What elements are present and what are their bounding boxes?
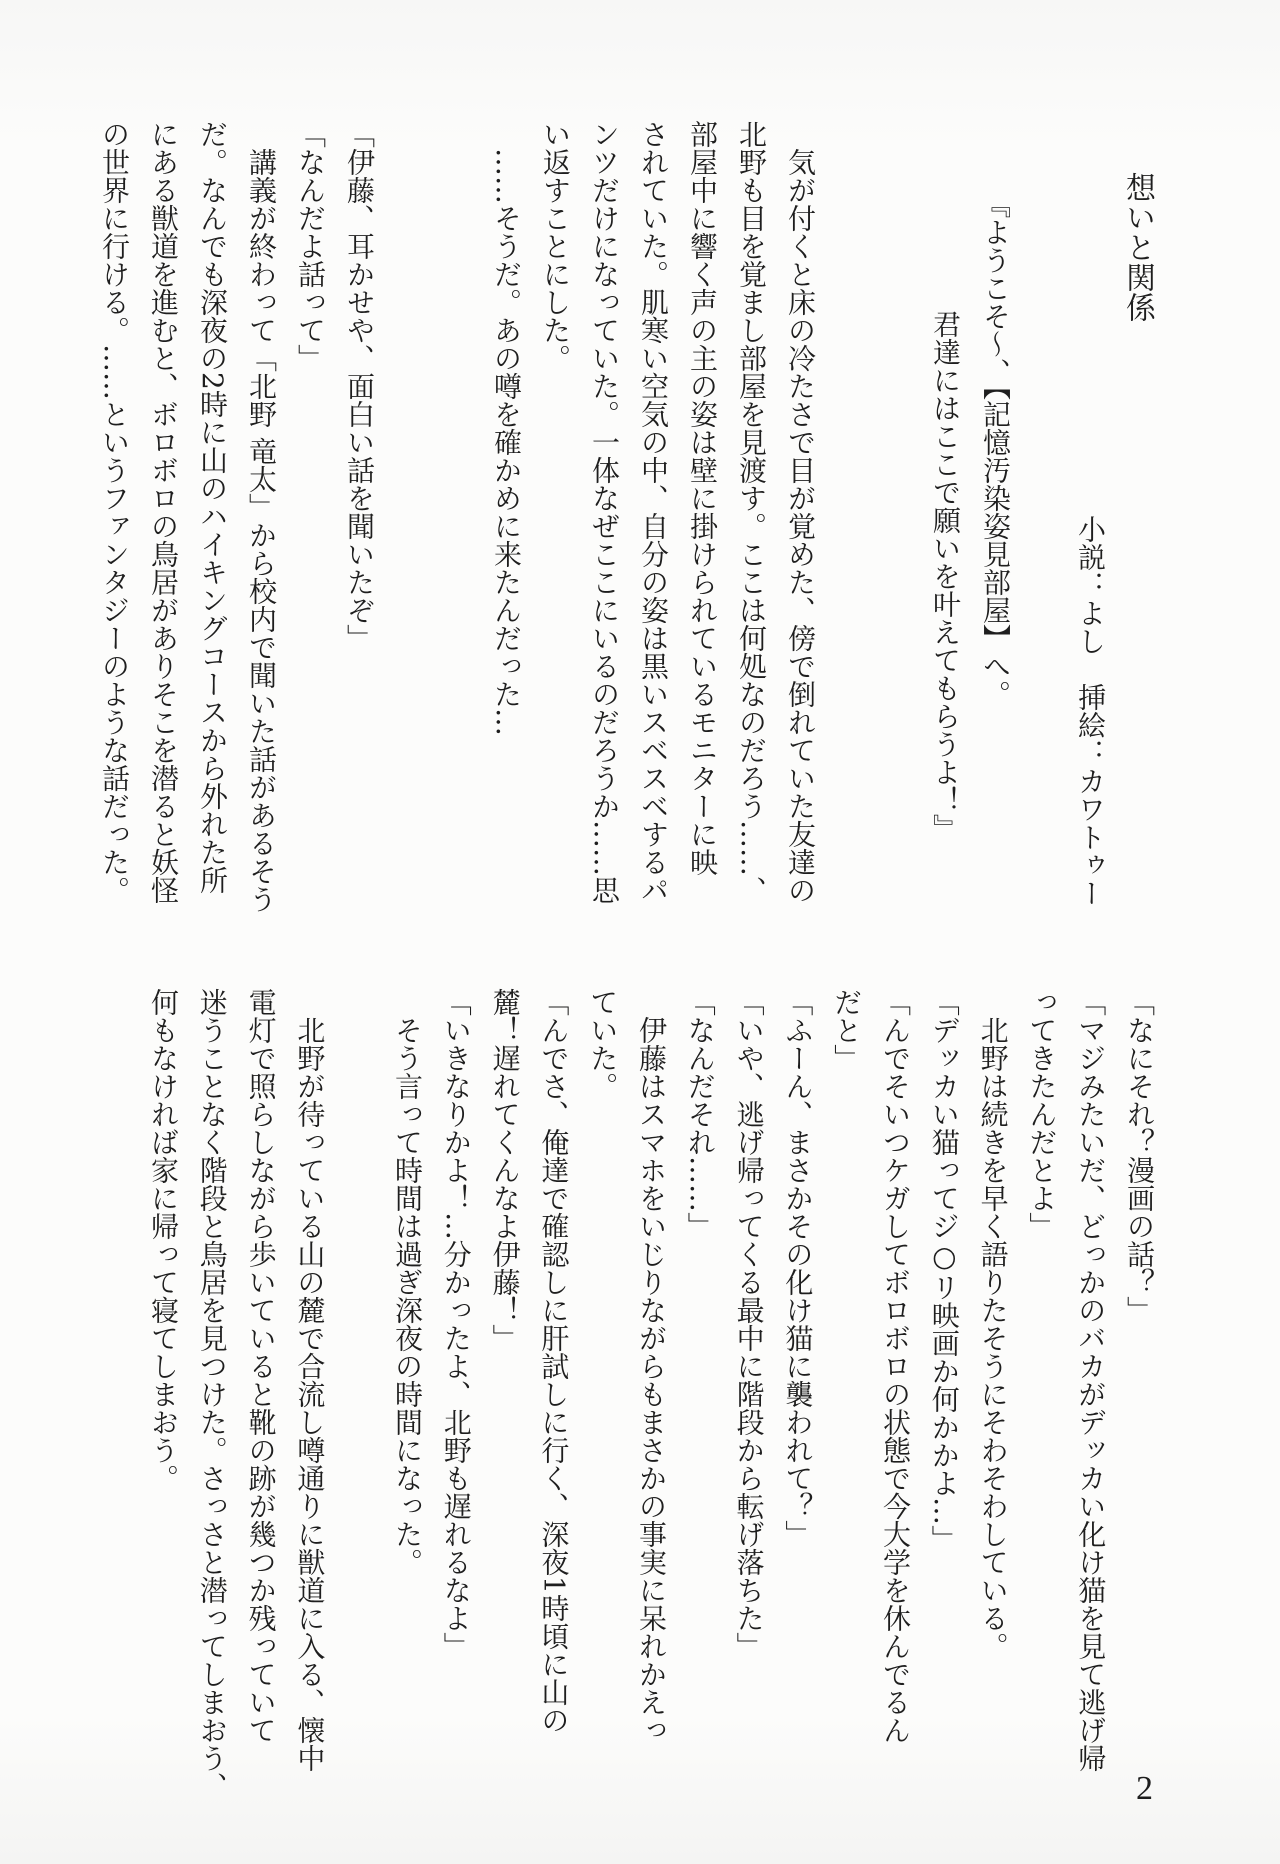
text-column: にある獣道を進むと、ボロボロの鳥居がありそこを潜ると妖怪 [147, 120, 180, 904]
author-credits: 小説：よし 挿絵：カワトゥー [1074, 515, 1107, 907]
text-column: だ。なんでも深夜の2時に山のハイキングコースから外れた所 [196, 120, 229, 894]
story-title: 想いと関係 [1120, 172, 1155, 322]
text-column: 「んでさ、俺達で確認しに肝試しに行く、深夜1時頃に山の [537, 988, 571, 1734]
text-column: 北野が待っている山の麓で合流し噂通りに獣道に入る、懐中 [293, 988, 327, 1772]
text-column: 「いや、逃げ帰ってくる最中に階段から転げ落ちた」 [732, 988, 766, 1660]
page-number: 2 [1136, 1770, 1153, 1807]
text-column: い返すことにした。 [539, 120, 572, 372]
text-column: ていた。 [586, 988, 620, 1100]
text-column: ってきたんだとよ」 [1025, 988, 1059, 1240]
text-column: 北野も目を覚まし部屋を見渡す。ここは何処なのだろう……、 [735, 120, 768, 904]
text-column: の世界に行ける。……というファンタジーのような話だった。 [98, 120, 131, 904]
text-column: 気が付くと床の冷たさで目が覚めた、傍で倒れていた友達の [784, 120, 817, 904]
text-column: 「なんだよ話って」 [294, 120, 327, 372]
text-column: 「マジみたいだ、どっかのバカがデッカい化け猫を見て逃げ帰 [1074, 988, 1108, 1772]
text-column: 「伊藤、耳かせや、面白い話を聞いたぞ」 [343, 120, 376, 652]
text-column: 電灯で照らしながら歩いていると靴の跡が幾つか残っていて [244, 988, 278, 1744]
text-column: 「いきなりかよ！…分かったよ、北野も遅れるなよ」 [439, 988, 473, 1660]
text-column: だと」 [830, 988, 864, 1072]
text-column: 迷うことなく階段と鳥居を見つけた。さっさと潜ってしまおう、 [195, 988, 229, 1800]
text-column: 部屋中に響く声の主の姿は壁に掛けられているモニターに映 [686, 120, 719, 876]
text-column: 伊藤はスマホをいじりながらもまさかの事実に呆れかえっ [635, 988, 668, 1744]
text-column: 麓！遅れてくんなよ伊藤！」 [488, 988, 522, 1352]
text-column: 講義が終わって「北野 竜太」から校内で聞いた話があるそう [245, 120, 278, 913]
text-column: 「ふーん、まさかその化け猫に襲われて？」 [781, 988, 815, 1548]
text-column: されていた。肌寒い空気の中、自分の姿は黒いスベスベするパ [637, 120, 670, 904]
intro-line: 『ようこそ〜、【記憶汚染姿見部屋】へ。 [979, 190, 1012, 708]
text-column: 「なんだそれ……」 [683, 988, 717, 1240]
text-column: そう言って時間は過ぎ深夜の時間になった。 [391, 988, 424, 1576]
text-column: 「デッカい猫ってジ○リ映画か何かかよ…」 [927, 988, 961, 1553]
intro-line: 君達にはここで願いを叶えてもらうよ！』 [929, 310, 962, 842]
text-column: 「なにそれ？漫画の話？」 [1123, 988, 1156, 1324]
text-column: ンツだけになっていた。一体なぜここにいるのだろうか……思 [588, 120, 621, 904]
text-column: 「んでそいつケガしてボロボロの状態で今大学を休んでるん [879, 988, 912, 1744]
text-column: 何もなければ家に帰って寝てしまおう。 [147, 988, 180, 1492]
text-column: 北野は続きを早く語りたそうにそわそわしている。 [976, 988, 1010, 1660]
text-column: ……そうだ。あの噂を確かめに来たんだった… [490, 120, 523, 736]
